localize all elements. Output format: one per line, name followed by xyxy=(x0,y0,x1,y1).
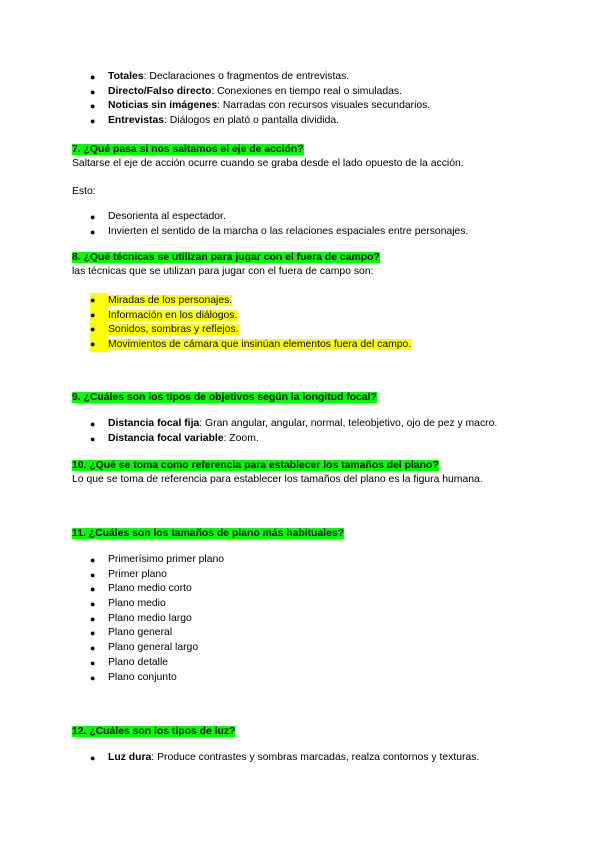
q8-heading: 8. ¿Qué técnicas se utilizan para jugar con el fuera de campo? xyxy=(72,252,380,263)
list-item: ● Directo/Falso directo: Conexiones en tiempo real o simuladas. xyxy=(90,85,430,100)
bullet-icon: ● xyxy=(90,599,96,610)
top-list xyxy=(90,70,430,129)
bullet-icon: ● xyxy=(90,419,96,429)
bullet-icon: ● xyxy=(90,628,96,639)
bullet-icon: ● xyxy=(90,116,96,127)
q10-heading: 10. ¿Qué se toma como referencia para establecer los tamaños del plano? xyxy=(72,460,439,471)
q8-answer: las técnicas que se utilizan para jugar con el fuera de campo son: xyxy=(72,266,374,277)
bullet-icon: ● xyxy=(90,569,96,580)
list-item: ● Desorienta al espectador. xyxy=(90,210,468,225)
q7-list xyxy=(90,210,468,239)
q9-heading: 9. ¿Cuáles son los tipos de objetivos según la longitud focal? xyxy=(72,392,377,403)
bullet-icon: ● xyxy=(90,72,96,82)
bullet-icon: ● xyxy=(90,308,108,323)
list-item: ● Distancia focal variable: Zoom. xyxy=(90,432,497,447)
bullet-icon: ● xyxy=(90,212,96,222)
q12-heading: 12. ¿Cuáles son los tipos de luz? xyxy=(72,726,236,737)
bullet-icon: ● xyxy=(90,672,96,683)
bullet-icon: ● xyxy=(90,101,96,112)
bullet-icon: ● xyxy=(90,584,96,595)
bullet-icon: ● xyxy=(90,657,96,668)
list-item: ● Miradas de los personajes. xyxy=(90,295,233,306)
q11-heading: 11. ¿Cuáles son los tamaños de plano más habituales? xyxy=(72,528,344,539)
q7-heading: 7. ¿Qué pasa si nos saltamos el eje de acción? xyxy=(72,144,304,155)
list-item: ● Primer plano xyxy=(90,568,224,583)
bullet-icon: ● xyxy=(90,555,96,565)
list-item: ● Plano medio largo xyxy=(90,612,224,627)
bullet-icon: ● xyxy=(90,753,96,763)
list-item: ● Plano detalle xyxy=(90,656,224,671)
bullet-icon: ● xyxy=(90,643,96,654)
list-item: ● Invierten el sentido de la marcha o las relaciones espaciales entre personajes. xyxy=(90,225,468,240)
q7-intro: Esto: xyxy=(72,186,96,197)
bullet-icon: ● xyxy=(90,322,108,337)
bullet-icon: ● xyxy=(90,433,96,444)
list-item: ● Plano conjunto xyxy=(90,671,224,686)
list-item: ● Entrevistas: Diálogos en plató o pantalla dividida. xyxy=(90,114,430,129)
bullet-icon: ● xyxy=(90,613,96,624)
list-item: ● Distancia focal fija: Gran angular, angular, normal, teleobjetivo, ojo de pez y macro. xyxy=(90,417,497,432)
bullet-icon: ● xyxy=(90,226,96,237)
q10-answer: Lo que se toma de referencia para establecer los tamaños del plano es la figura humana. xyxy=(72,474,483,485)
bullet-icon: ● xyxy=(90,293,108,308)
list-item: ● Plano general xyxy=(90,626,224,641)
list-item: ● Plano general largo xyxy=(90,641,224,656)
bullet-icon: ● xyxy=(90,86,96,97)
list-item: ● Noticias sin imágenes: Narradas con recursos visuales secundarios. xyxy=(90,99,430,114)
list-item: ● Primerísimo primer plano xyxy=(90,553,224,568)
list-item: ● Sonidos, sombras y reflejos. xyxy=(90,324,239,336)
list-item: ● Luz dura: Produce contrastes y sombras marcadas, realza contornos y texturas. xyxy=(90,751,479,766)
q11-list xyxy=(90,553,224,685)
bullet-icon: ● xyxy=(90,337,108,352)
q7-answer: Saltarse el eje de acción ocurre cuando se graba desde el lado opuesto de la acción. xyxy=(72,158,464,169)
list-item: ● Plano medio xyxy=(90,597,224,612)
list-item: ● Totales: Declaraciones o fragmentos de entrevistas. xyxy=(90,70,430,85)
q9-list xyxy=(90,417,497,446)
q12-list xyxy=(90,751,479,766)
q8-list xyxy=(90,293,411,352)
list-item: ● Movimientos de cámara que insinúan elementos fuera del campo. xyxy=(90,339,412,351)
list-item: ● Plano medio corto xyxy=(90,582,224,597)
list-item: ● Información en los diálogos. xyxy=(90,309,238,321)
